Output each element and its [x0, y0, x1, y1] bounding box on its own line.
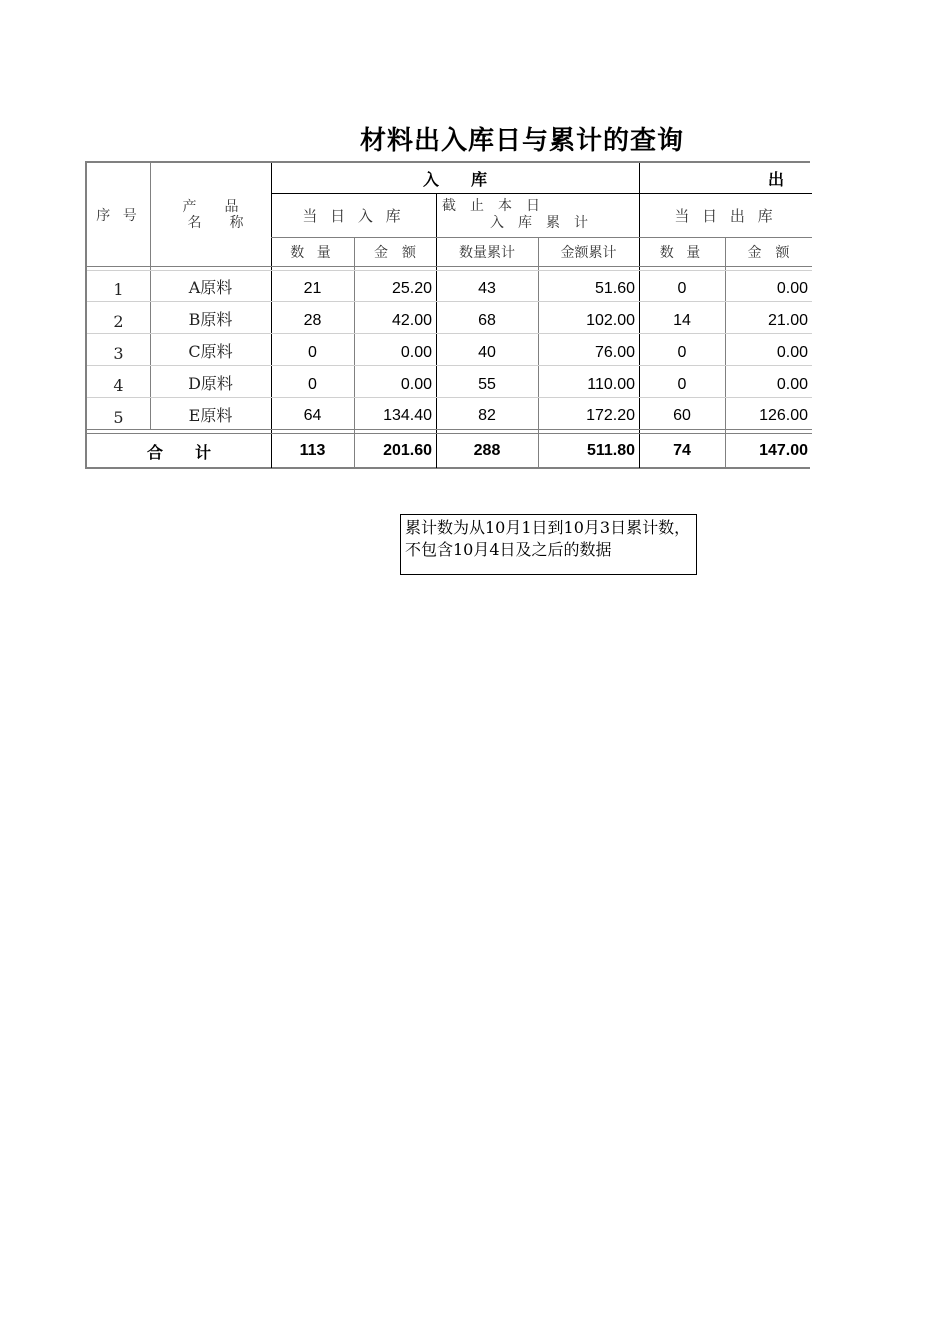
total-label: 合 计	[146, 442, 211, 462]
row-name: E原料	[188, 405, 233, 425]
page-title: 材料出入库日与累计的查询	[360, 126, 685, 156]
row-out-amount: 126.00	[759, 407, 808, 424]
row-in-qty: 21	[303, 280, 322, 297]
header-amount: 金 额	[374, 244, 416, 261]
header-outbound: 出	[767, 169, 784, 189]
total-in-qty: 113	[299, 442, 326, 459]
row-cum-amount: 102.00	[586, 312, 635, 329]
row-cum-qty: 43	[478, 280, 496, 297]
row-seq: 4	[113, 375, 124, 395]
header-cum-in-top: 截 止 本 日	[442, 198, 540, 214]
total-in-amount: 201.60	[383, 442, 432, 459]
total-out-qty: 74	[673, 442, 691, 459]
header-product	[150, 163, 271, 266]
row-in-amount: 134.40	[383, 407, 432, 424]
row-out-amount: 0.00	[776, 344, 808, 361]
row-cum-amount: 51.60	[594, 280, 635, 297]
header-qty-out: 数 量	[659, 244, 705, 261]
row-seq: 3	[113, 343, 124, 363]
inventory-table	[85, 161, 810, 469]
header-inbound: 入 库	[422, 169, 487, 189]
row-out-qty: 0	[677, 344, 687, 361]
row-out-amount: 0.00	[776, 376, 808, 393]
header-qty: 数 量	[290, 244, 335, 261]
row-name: C原料	[188, 341, 233, 361]
row-out-qty: 0	[677, 376, 687, 393]
row-out-qty: 0	[677, 280, 687, 297]
row-name: D原料	[188, 373, 233, 393]
row-in-qty: 28	[303, 312, 322, 329]
row-cum-qty: 40	[478, 344, 496, 361]
header-cum-in	[436, 193, 639, 237]
row-in-qty: 0	[308, 344, 317, 361]
row-in-amount: 25.20	[391, 280, 432, 297]
total-cum-qty: 288	[473, 442, 501, 459]
row-cum-amount: 172.20	[586, 407, 635, 424]
row-seq: 1	[113, 279, 124, 299]
note-box: 累计数为从10月1日到10月3日累计数，不包含10月4日及之后的数据	[400, 514, 697, 575]
row-out-amount: 21.00	[767, 312, 808, 329]
row-in-qty: 0	[308, 376, 317, 393]
header-product-top: 产 品	[182, 198, 239, 215]
header-today-out: 当 日 出 库	[674, 206, 777, 225]
row-in-amount: 0.00	[400, 344, 432, 361]
header-amount-cum: 金额累计	[560, 244, 617, 261]
header-cum-in-bottom: 入 库 累 计	[490, 215, 588, 231]
row-name: B原料	[188, 309, 233, 329]
row-name: A原料	[188, 277, 233, 297]
row-cum-qty: 68	[478, 312, 496, 329]
row-cum-amount: 110.00	[587, 376, 635, 393]
row-out-qty: 60	[673, 407, 691, 424]
row-in-qty: 64	[303, 407, 322, 424]
row-cum-qty: 55	[478, 376, 496, 393]
row-out-qty: 14	[673, 312, 691, 329]
header-today-in: 当 日 入 库	[302, 206, 405, 225]
row-cum-qty: 82	[478, 407, 496, 424]
row-seq: 2	[113, 311, 124, 331]
header-product-bottom: 名 称	[187, 214, 244, 231]
header-qty-cum: 数量累计	[459, 244, 515, 261]
row-in-amount: 0.00	[400, 376, 432, 393]
row-in-amount: 42.00	[391, 312, 432, 329]
header-amount-out: 金 额	[747, 244, 790, 261]
total-out-amount: 147.00	[759, 442, 808, 459]
row-out-amount: 0.00	[776, 280, 808, 297]
total-cum-amount: 511.80	[586, 442, 635, 459]
row-seq: 5	[113, 407, 124, 427]
header-seq: 序 号	[96, 207, 141, 224]
row-cum-amount: 76.00	[594, 344, 635, 361]
